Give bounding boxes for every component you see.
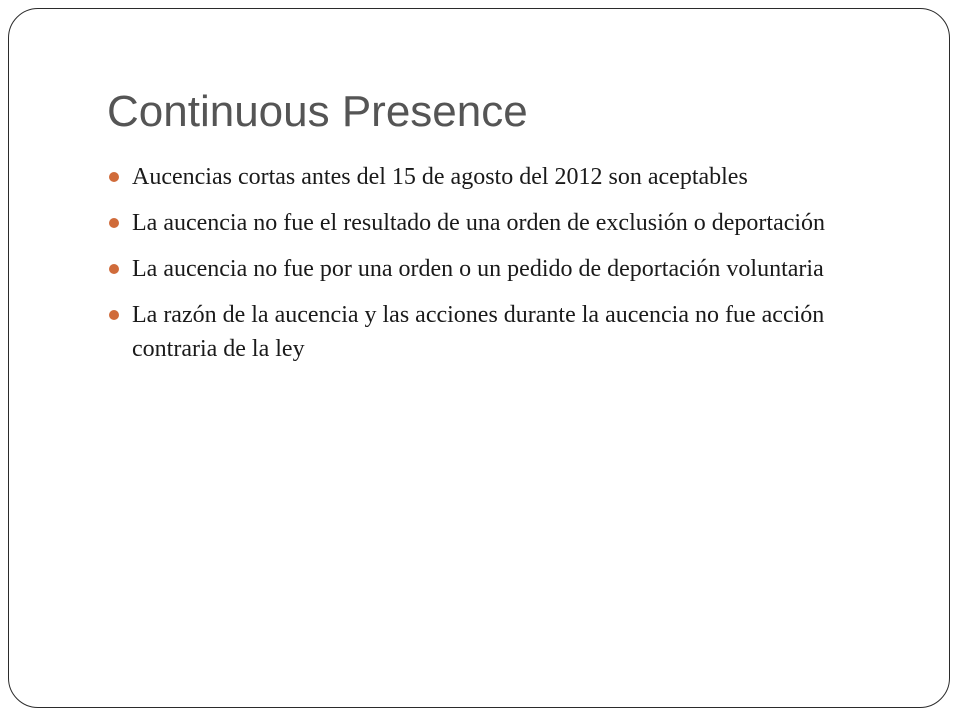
bullet-text: La razón de la aucencia y las acciones durante la aucencia no fue acción contraria de la ley (132, 302, 825, 362)
bullet-item-1 (108, 160, 898, 194)
bullet-dot-icon (109, 172, 119, 182)
bullet-dot-icon (109, 218, 119, 228)
bullet-item-2 (108, 206, 898, 240)
bullet-text: La aucencia no fue por una orden o un pedido de deportación voluntaria (132, 256, 824, 282)
bullet-text: Aucencias cortas antes del 15 de agosto del 2012 son aceptables (132, 164, 748, 190)
bullet-text: La aucencia no fue el resultado de una orden de exclusión o deportación (132, 210, 826, 236)
bullet-dot-icon (109, 310, 119, 320)
bullet-dot-icon (109, 264, 119, 274)
bullet-item-4 (108, 298, 898, 366)
bullet-item-3 (108, 252, 898, 286)
slide-title: Continuous Presence (107, 87, 528, 136)
bullet-list (108, 160, 898, 378)
